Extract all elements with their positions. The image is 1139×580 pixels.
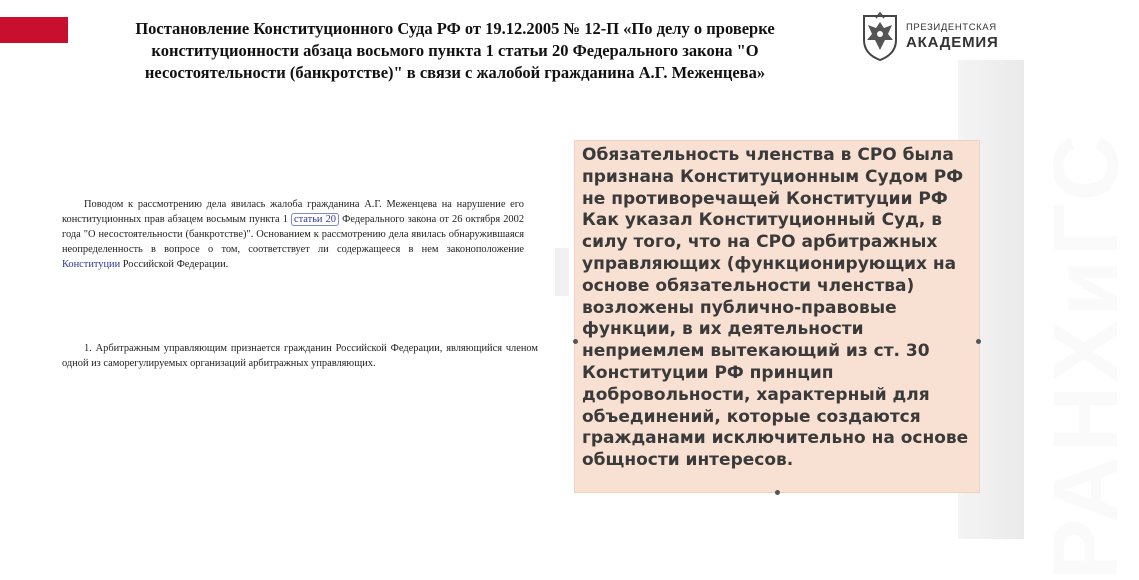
- quote-box: [575, 141, 979, 492]
- paragraph-text: Федерального закона от 26 октября 2002 года "О несостоятельности (банкротстве)". Основанием к рассмотрению дела явилась обнаружившаяся неопределенность в вопросе о том, соответствует ли содержащееся в нем законоположение: [62, 214, 525, 255]
- quote-line: силу того, что на СРО арбитражных: [582, 232, 938, 253]
- constitution-link[interactable]: Конституции: [62, 259, 121, 270]
- quote-line: признана Конституционным Судом РФ: [582, 166, 964, 187]
- slide-title: [85, 18, 825, 84]
- resize-handle-bottom[interactable]: [775, 490, 780, 495]
- quote-line: общности интересов.: [582, 450, 794, 471]
- logo-line-2: АКАДЕМИЯ: [906, 34, 999, 51]
- title-line: Постановление Конституционного Суда РФ от 19.12.2005 № 12-П «По делу о проверке: [135, 19, 775, 38]
- quote-line: не противоречащей Конституции РФ: [582, 188, 948, 209]
- quote-line: Как указал Конституционный Суд, в: [582, 210, 943, 231]
- eagle-emblem-icon: [858, 10, 902, 62]
- document-paragraph-1: [62, 197, 524, 272]
- resize-handle-right[interactable]: [976, 339, 981, 344]
- quote-line: основе обязательности членства): [582, 275, 915, 296]
- paragraph-text: Российской Федерации.: [120, 259, 229, 270]
- title-line: конституционности абзаца восьмого пункта 1 статьи 20 Федерального закона "О: [151, 41, 759, 60]
- quote-line: Конституции РФ принцип: [582, 362, 834, 383]
- watermark-text: РАНХиГС: [1035, 130, 1137, 580]
- article-20-link[interactable]: статьи 20: [291, 213, 339, 226]
- quote-line: возложены публично-правовые: [582, 297, 897, 318]
- accent-bar: [0, 17, 68, 43]
- quote-line: Обязательность членства в СРО была: [582, 145, 954, 165]
- logo-text: [906, 22, 999, 51]
- quote-line: добровольности, характерный для: [582, 384, 930, 405]
- paragraph-text: 1. Арбитражным управляющим признается гражданин Российской Федерации, являющийся членом одной из саморегулируемых организаций арбитражных управляющих.: [62, 343, 538, 369]
- document-paragraph-2: [62, 341, 538, 371]
- quote-line: неприемлем вытекающий из ст. 30: [582, 341, 930, 362]
- quote-line: управляющих (функционирующих на: [582, 253, 957, 274]
- paragraph-text: Поводом к рассмотрению дела явилась жалоба гражданина А.Г. Меженцева на нарушение его конституционных прав абзацем восьмым пункта 1: [62, 199, 524, 225]
- title-line: несостоятельности (банкротстве)" в связи с жалобой гражданина А.Г. Меженцева»: [144, 63, 766, 82]
- decorative-bar: [555, 248, 569, 296]
- quote-line: гражданами исключительно на основе: [582, 428, 969, 449]
- academy-logo: [858, 10, 998, 62]
- logo-line-1: ПРЕЗИДЕНТСКАЯ: [906, 22, 997, 33]
- resize-handle-left[interactable]: [573, 339, 578, 344]
- quote-line: объединений, которые создаются: [582, 406, 921, 427]
- quote-line: функции, в их деятельности: [582, 319, 864, 340]
